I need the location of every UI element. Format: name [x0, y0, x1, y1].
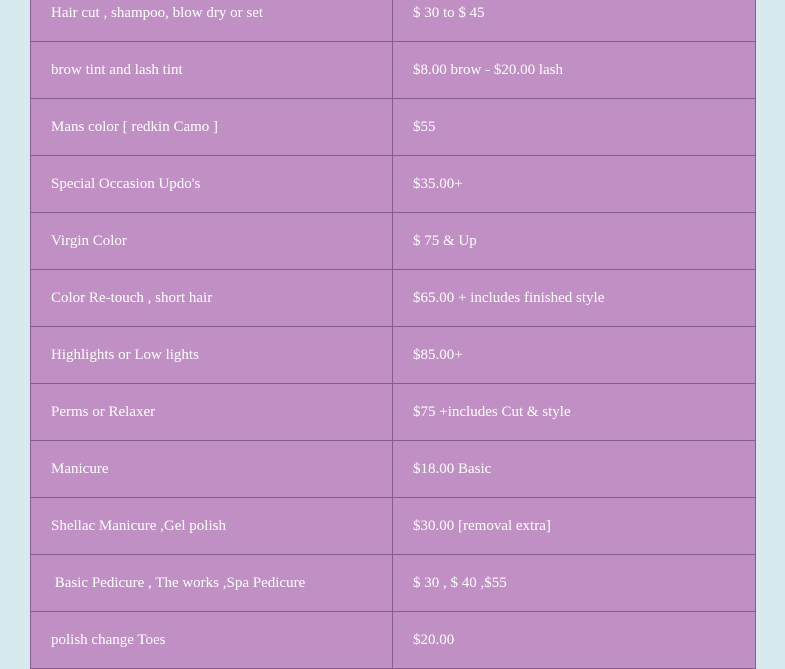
service-price-cell: $65.00 + includes finished style [393, 270, 756, 327]
service-price-cell: $ 30 to $ 45 [393, 0, 756, 42]
price-list-table [30, 0, 756, 669]
price-row [31, 327, 756, 384]
service-name-cell: Mans color [ redkin Camo ] [31, 99, 393, 156]
service-name-cell: Manicure [31, 441, 393, 498]
service-price-cell: $20.00 [393, 612, 756, 669]
price-row [31, 0, 756, 42]
service-price-cell: $ 75 & Up [393, 213, 756, 270]
service-name-cell: Basic Pedicure , The works ,Spa Pedicure [31, 555, 393, 612]
price-row [31, 384, 756, 441]
service-name-cell: polish change Toes [31, 612, 393, 669]
price-row [31, 555, 756, 612]
service-price-cell: $30.00 [removal extra] [393, 498, 756, 555]
service-name-cell: Virgin Color [31, 213, 393, 270]
service-price-cell: $85.00+ [393, 327, 756, 384]
price-row [31, 498, 756, 555]
price-row [31, 99, 756, 156]
price-row [31, 270, 756, 327]
price-row [31, 213, 756, 270]
price-list-body [31, 0, 756, 669]
service-price-cell: $ 30 , $ 40 ,$55 [393, 555, 756, 612]
service-price-cell: $8.00 brow - $20.00 lash [393, 42, 756, 99]
service-price-cell: $55 [393, 99, 756, 156]
service-name-cell: Highlights or Low lights [31, 327, 393, 384]
price-row [31, 156, 756, 213]
service-name-cell: Shellac Manicure ,Gel polish [31, 498, 393, 555]
service-price-cell: $18.00 Basic [393, 441, 756, 498]
service-name-cell: brow tint and lash tint [31, 42, 393, 99]
price-row [31, 441, 756, 498]
service-price-cell: $35.00+ [393, 156, 756, 213]
service-name-cell: Hair cut , shampoo, blow dry or set [31, 0, 393, 42]
service-name-cell: Perms or Relaxer [31, 384, 393, 441]
service-name-cell: Color Re-touch , short hair [31, 270, 393, 327]
price-row [31, 612, 756, 669]
service-name-cell: Special Occasion Updo's [31, 156, 393, 213]
service-price-cell: $75 +includes Cut & style [393, 384, 756, 441]
price-row [31, 42, 756, 99]
